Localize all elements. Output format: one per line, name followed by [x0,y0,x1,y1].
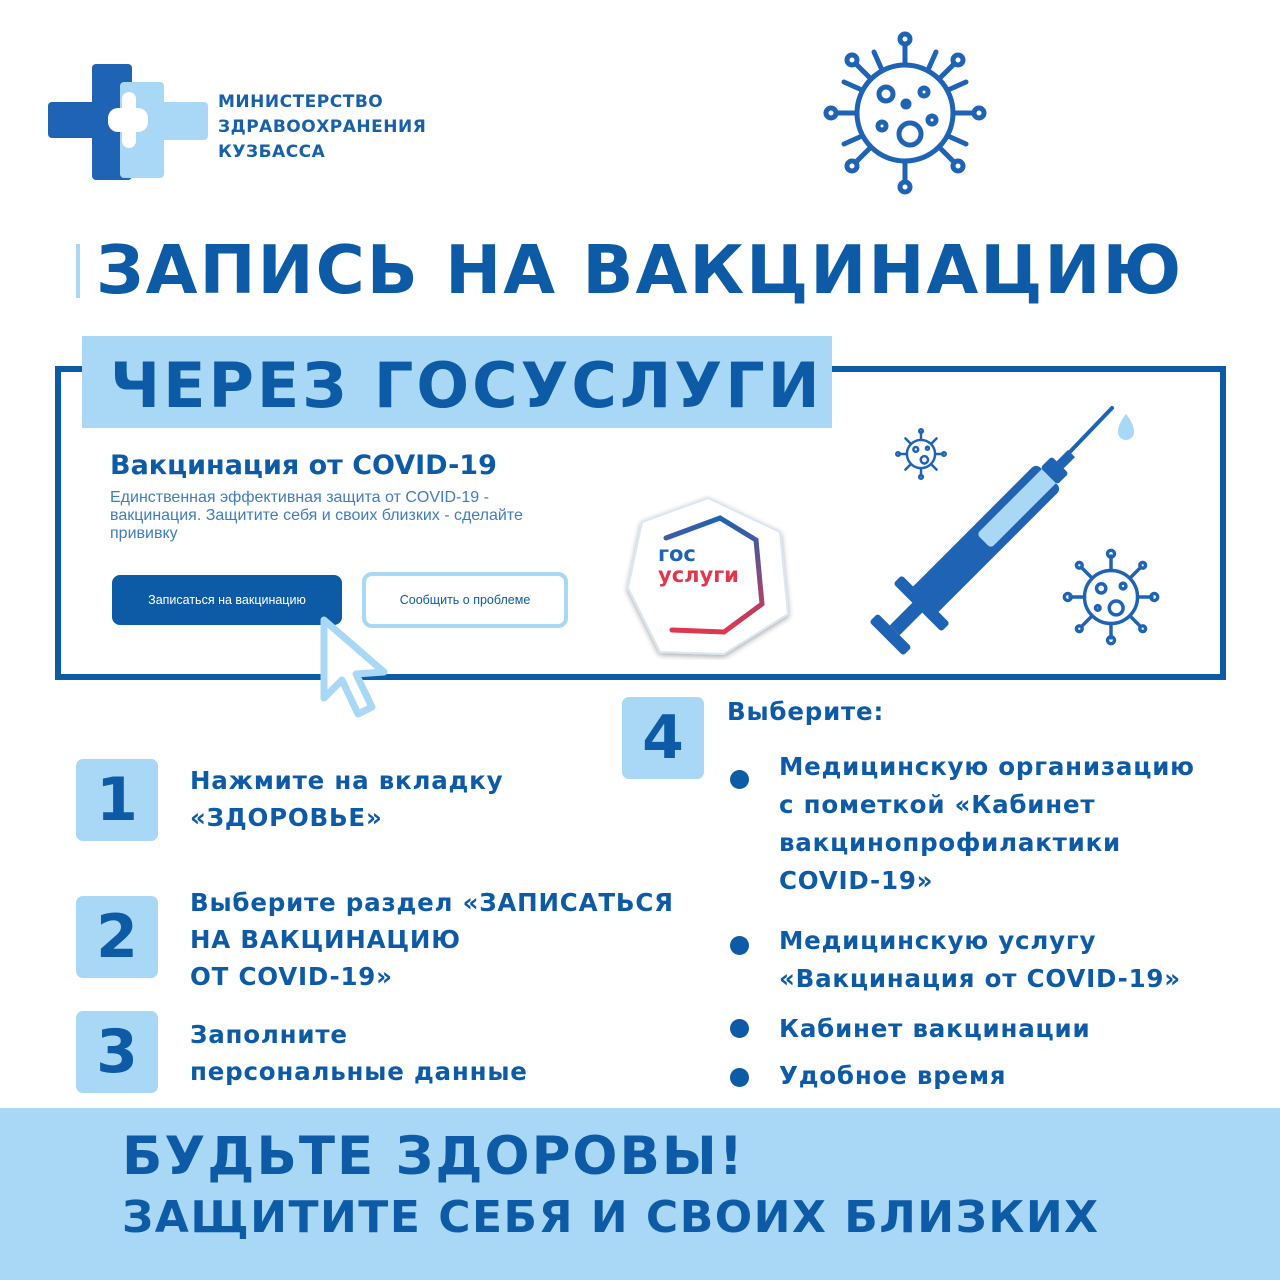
step-text-1: Нажмите на вкладку «ЗДОРОВЬЕ» [190,766,504,832]
choice-3: Кабинет вакцинации [779,1014,1091,1043]
card-description: Единственная эффективная защита от COVID-19 - вакцинация. Защитите себя и своих близких - сделайте прививку [110,489,523,542]
report-problem-button[interactable]: Сообщить о проблеме [362,572,568,628]
card-title: Вакцинация от COVID-19 [110,450,497,481]
choice-2: Медицинскую услугу «Вакцинация от COVID-19» [779,926,1181,993]
choice-4: Удобное время [779,1061,1007,1090]
ministry-name: МИНИСТЕРСТВО ЗДРАВООХРАНЕНИЯ КУЗБАССА [218,92,427,162]
subtitle: ЧЕРЕЗ ГОСУСЛУГИ [110,349,823,422]
virus-icon [820,28,990,198]
step-text-2: Выберите раздел «ЗАПИСАТЬСЯ НА ВАКЦИНАЦИЮ ОТ COVID-19» [190,888,674,991]
bullet-icon [730,936,749,955]
virus-icon [1062,548,1160,646]
step-number-2: 2 [76,896,158,978]
choice-1: Медицинскую организацию с пометкой «Кабинет вакцинопрофилактики COVID-19» [779,752,1195,895]
step-text-3: Заполните персональные данные [190,1020,528,1086]
footer-slogan: БУДЬТЕ ЗДОРОВЫ! [122,1126,745,1187]
bullet-icon [730,770,749,789]
page-title: ЗАПИСЬ НА ВАКЦИНАЦИЮ [96,231,1184,309]
title-accent-bar [76,244,80,298]
step-number-3: 3 [76,1011,158,1093]
bullet-icon [730,1068,749,1087]
step-text-4: Выберите: [727,697,885,726]
ministry-logo-icon [48,64,208,184]
virus-icon [895,428,947,480]
gosuslugi-logo-text: гос услуги [658,542,739,587]
step-number-4: 4 [622,697,704,779]
step-number-1: 1 [76,759,158,841]
footer-call-to-action: ЗАЩИТИТЕ СЕБЯ И СВОИХ БЛИЗКИХ [122,1192,1100,1243]
bullet-icon [730,1019,749,1038]
cursor-icon [316,614,396,724]
enroll-vaccination-button[interactable]: Записаться на вакцинацию [112,575,342,625]
